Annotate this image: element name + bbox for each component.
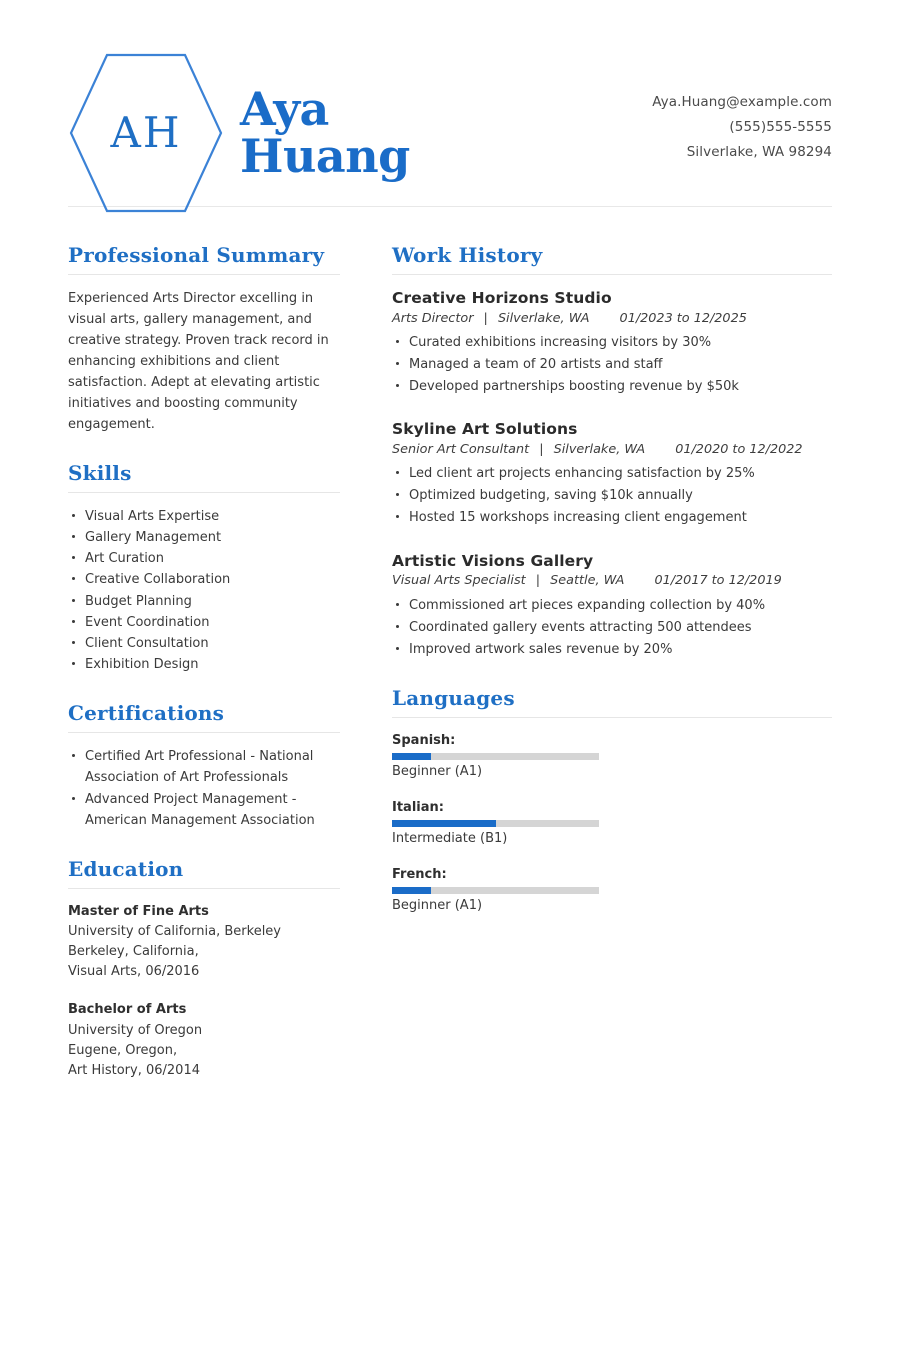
list-item: Event Coordination bbox=[68, 612, 340, 633]
skills-list bbox=[68, 506, 340, 674]
section-title-languages: Languages bbox=[392, 685, 515, 710]
list-item: Hosted 15 workshops increasing client engagement bbox=[392, 507, 832, 528]
job-location: Silverlake, WA bbox=[497, 310, 590, 326]
contact-info bbox=[652, 52, 832, 165]
job-dates: 01/2017 to 12/2019 bbox=[654, 573, 782, 589]
language-proficiency-fill bbox=[392, 820, 496, 827]
list-item: Art Curation bbox=[68, 548, 340, 569]
job-dates: 01/2023 to 12/2025 bbox=[619, 310, 747, 326]
language-level: Intermediate (B1) bbox=[392, 831, 508, 847]
education-degree: Master of Fine Arts bbox=[68, 903, 209, 919]
section-rule bbox=[68, 888, 340, 889]
language-name: Italian: bbox=[392, 799, 444, 815]
section-rule bbox=[68, 492, 340, 493]
section-work-history bbox=[392, 243, 832, 660]
section-title-professional-summary: Professional Summary bbox=[68, 243, 325, 267]
work-history-entry bbox=[392, 551, 832, 660]
education-entry bbox=[68, 902, 340, 983]
contact-location: Silverlake, WA 98294 bbox=[686, 143, 832, 160]
education-school: University of Oregon bbox=[68, 1022, 203, 1038]
job-separator: | bbox=[535, 573, 541, 589]
job-bullets bbox=[392, 595, 832, 660]
work-history-entry bbox=[392, 288, 832, 397]
job-separator: | bbox=[539, 442, 544, 458]
section-rule bbox=[68, 732, 340, 733]
hexagon-monogram-badge bbox=[68, 52, 224, 214]
language-level: Beginner (A1) bbox=[392, 764, 483, 780]
last-name: Huang bbox=[240, 129, 410, 183]
list-item: Developed partnerships boosting revenue by $50k bbox=[392, 376, 832, 397]
section-skills bbox=[68, 461, 340, 674]
languages-grid bbox=[392, 731, 832, 932]
list-item: Budget Planning bbox=[68, 591, 340, 612]
list-item: Commissioned art pieces expanding collection by 40% bbox=[392, 595, 832, 616]
section-title-education: Education bbox=[68, 856, 184, 881]
section-title-certifications: Certifications bbox=[68, 700, 225, 725]
job-company: Creative Horizons Studio bbox=[392, 289, 612, 307]
list-item: Led client art projects enhancing satisfaction by 25% bbox=[392, 463, 832, 484]
list-item: Exhibition Design bbox=[68, 654, 340, 675]
resume-header bbox=[68, 0, 832, 183]
work-history-entry bbox=[392, 419, 832, 528]
section-languages bbox=[392, 686, 832, 932]
list-item: Optimized budgeting, saving $10k annually bbox=[392, 485, 832, 506]
language-item bbox=[392, 865, 599, 916]
right-column bbox=[392, 243, 832, 958]
list-item: Improved artwork sales revenue by 20% bbox=[392, 639, 832, 660]
language-proficiency-bar bbox=[392, 753, 599, 760]
identity-block bbox=[68, 52, 410, 214]
left-column bbox=[68, 243, 340, 1107]
language-item bbox=[392, 798, 599, 849]
language-item bbox=[392, 731, 599, 782]
job-meta bbox=[392, 309, 832, 328]
professional-summary-text: Experienced Arts Director excelling in visual arts, gallery management, and creative strategy. Proven track record in enhancing exhibitions and client satisfaction. Adept at elevating artistic initiatives and boosting community engagement. bbox=[68, 291, 329, 433]
list-item: Managed a team of 20 artists and staff bbox=[392, 354, 832, 375]
language-proficiency-fill bbox=[392, 753, 431, 760]
list-item: Certified Art Professional - National Association of Art Professionals bbox=[68, 746, 340, 788]
contact-email: Aya.Huang@example.com bbox=[652, 94, 832, 110]
job-bullets bbox=[392, 332, 832, 397]
education-degree: Bachelor of Arts bbox=[68, 1002, 187, 1018]
list-item: Advanced Project Management - American Management Association bbox=[68, 789, 340, 831]
job-role: Senior Art Consultant bbox=[392, 442, 530, 458]
section-title-work-history: Work History bbox=[392, 243, 543, 267]
section-rule bbox=[392, 274, 832, 275]
certifications-list bbox=[68, 746, 340, 831]
language-name: Spanish: bbox=[392, 732, 456, 748]
list-item: Visual Arts Expertise bbox=[68, 506, 340, 527]
list-item: Client Consultation bbox=[68, 633, 340, 654]
education-school: University of California, Berkeley bbox=[68, 924, 281, 940]
education-entry bbox=[68, 1000, 340, 1081]
list-item: Coordinated gallery events attracting 500 attendees bbox=[392, 617, 832, 638]
list-item: Curated exhibitions increasing visitors by 30% bbox=[392, 332, 832, 353]
section-rule bbox=[392, 717, 832, 718]
education-location: Berkeley, California, bbox=[68, 944, 199, 960]
language-name: French: bbox=[392, 866, 447, 882]
language-proficiency-fill bbox=[392, 887, 431, 894]
language-level: Beginner (A1) bbox=[392, 898, 483, 914]
first-name: Aya bbox=[240, 82, 329, 137]
job-meta bbox=[392, 571, 832, 590]
full-name bbox=[240, 82, 410, 183]
language-proficiency-bar bbox=[392, 887, 599, 894]
monogram-text: AH bbox=[110, 108, 182, 157]
job-location: Seattle, WA bbox=[550, 573, 625, 589]
job-company: Artistic Visions Gallery bbox=[392, 551, 594, 570]
list-item: Gallery Management bbox=[68, 527, 340, 548]
education-field-date: Visual Arts, 06/2016 bbox=[68, 964, 200, 980]
section-rule bbox=[68, 274, 340, 275]
job-role: Arts Director bbox=[392, 310, 474, 326]
content-columns bbox=[68, 243, 832, 1107]
list-item: Creative Collaboration bbox=[68, 569, 340, 590]
job-meta bbox=[392, 440, 832, 459]
job-bullets bbox=[392, 463, 832, 528]
job-role: Visual Arts Specialist bbox=[392, 573, 526, 589]
education-location: Eugene, Oregon, bbox=[68, 1042, 178, 1058]
job-separator: | bbox=[483, 310, 488, 326]
section-title-skills: Skills bbox=[68, 461, 132, 486]
language-proficiency-bar bbox=[392, 820, 599, 827]
section-professional-summary bbox=[68, 243, 340, 435]
section-certifications bbox=[68, 701, 340, 831]
section-education bbox=[68, 857, 340, 1081]
contact-phone: (555)555-5555 bbox=[729, 118, 832, 135]
job-dates: 01/2020 to 12/2022 bbox=[675, 442, 803, 458]
job-location: Silverlake, WA bbox=[553, 442, 646, 458]
job-company: Skyline Art Solutions bbox=[392, 420, 578, 439]
education-field-date: Art History, 06/2014 bbox=[68, 1062, 200, 1078]
